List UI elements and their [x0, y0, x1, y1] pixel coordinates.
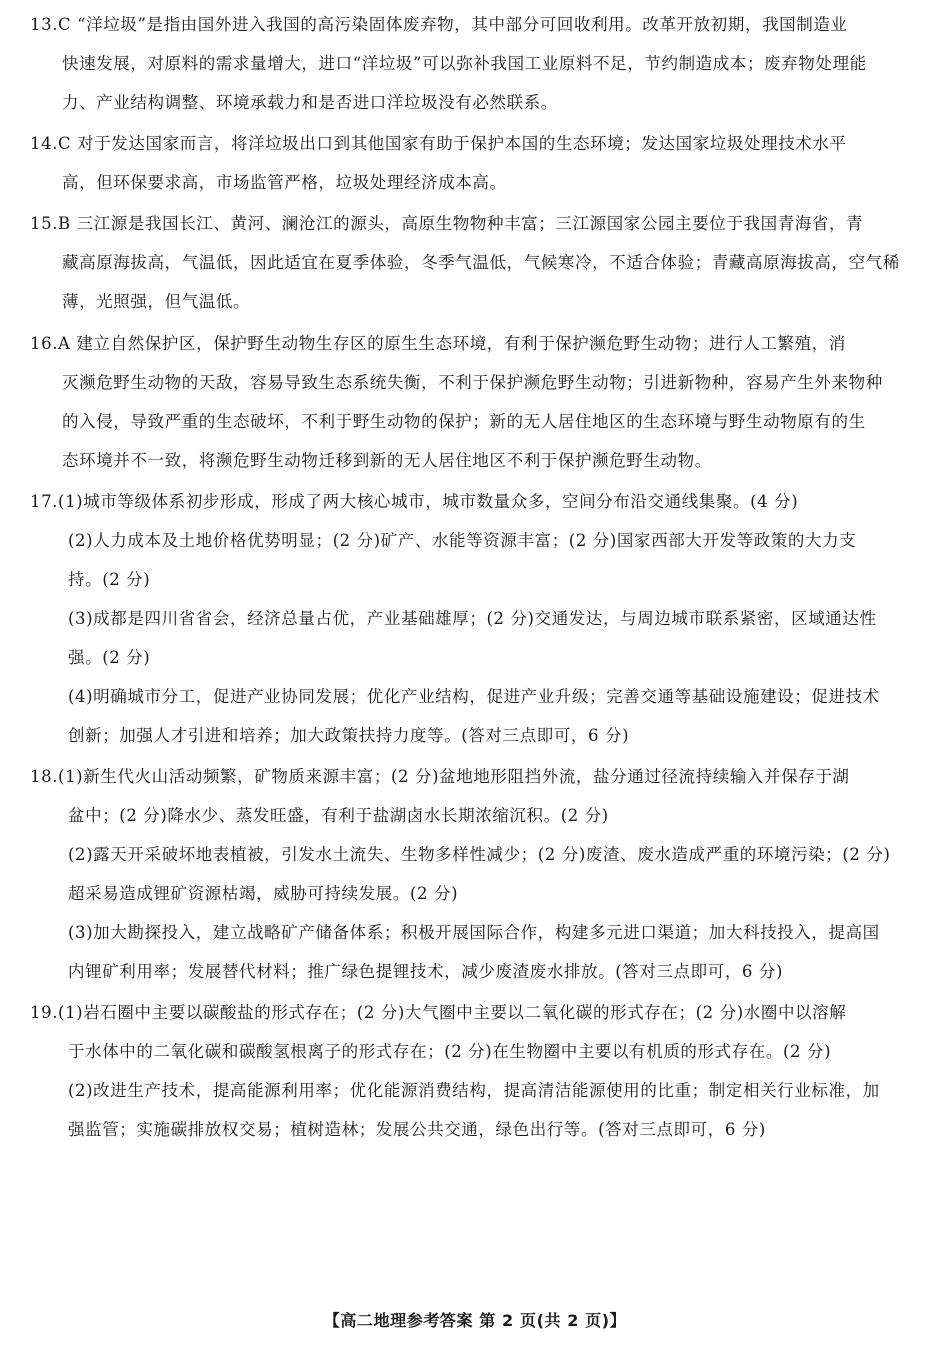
q18-line-2: 盆中；(2 分)降水少、蒸发旺盛，有利于盐湖卤水长期浓缩沉积。(2 分) [68, 806, 609, 825]
q15-line-3: 薄，光照强，但气温低。 [62, 292, 251, 311]
q17-line-2: (2)人力成本及土地价格优势明显；(2 分)矿产、水能等资源丰富；(2 分)国家西部大开发等政策的大力支 [68, 531, 857, 550]
q19-line-3: (2)改进生产技术，提高能源利用率；优化能源消费结构，提高清洁能源使用的比重；制定相关行业标准，加 [68, 1081, 880, 1100]
q16-line-1: 16.A 建立自然保护区，保护野生动物生存区的原生生态环境，有利于保护濒危野生动物；进行人工繁殖，消 [30, 334, 846, 353]
q13-line-3: 力、产业结构调整、环境承载力和是否进口洋垃圾没有必然联系。 [62, 93, 558, 112]
q17-line-7: 创新；加强人才引进和培养；加大政策扶持力度等。(答对三点即可，6 分) [68, 726, 630, 745]
q18-line-3: (2)露天开采破坏地表植被，引发水土流失、生物多样性减少；(2 分)废渣、废水造成严重的环境污染；(2 分) [68, 845, 891, 864]
page-footer: 【高二地理参考答案 第 2 页(共 2 页)】 [323, 1311, 627, 1330]
q18-line-1: 18.(1)新生代火山活动频繁，矿物质来源丰富；(2 分)盆地地形阻挡外流，盐分通过径流持续输入并保存于湖 [30, 767, 850, 786]
q19-line-2: 于水体中的二氧化碳和碳酸氢根离子的形式存在；(2 分)在生物圈中主要以有机质的形式存在。(2 分) [68, 1042, 832, 1061]
q19-line-1: 19.(1)岩石圈中主要以碳酸盐的形式存在；(2 分)大气圈中主要以二氧化碳的形式存在；(2 分)水圈中以溶解 [30, 1003, 847, 1022]
q17-line-1: 17.(1)城市等级体系初步形成，形成了两大核心城市，城市数量众多，空间分布沿交通线集聚。(4 分) [30, 492, 799, 511]
q16-line-4: 态环境并不一致，将濒危野生动物迁移到新的无人居住地区不利于保护濒危野生动物。 [62, 451, 712, 470]
q15-line-2: 藏高原海拔高，气温低，因此适宜在夏季体验，冬季气温低，气候寒冷，不适合体验；青藏高原海拔高，空气稀 [62, 253, 900, 272]
q17-line-6: (4)明确城市分工，促进产业协同发展；优化产业结构，促进产业升级；完善交通等基础设施建设；促进技术 [68, 687, 880, 706]
q17-line-4: (3)成都是四川省省会，经济总量占优，产业基础雄厚；(2 分)交通发达，与周边城市联系紧密，区域通达性 [68, 609, 877, 628]
q17-line-5: 强。(2 分) [68, 648, 151, 667]
q14-line-1: 14.C 对于发达国家而言，将洋垃圾出口到其他国家有助于保护本国的生态环境；发达国家垃圾处理技术水平 [30, 134, 847, 153]
q15-line-1: 15.B 三江源是我国长江、黄河、澜沧江的源头，高原生物物种丰富；三江源国家公园主要位于我国青海省，青 [30, 214, 864, 233]
q14-line-2: 高，但环保要求高，市场监管严格，垃圾处理经济成本高。 [62, 173, 507, 192]
q16-line-3: 的入侵，导致严重的生态破坏，不利于野生动物的保护；新的无人居住地区的生态环境与野生动物原有的生 [62, 412, 866, 431]
q18-line-6: 内锂矿利用率；发展替代材料；推广绿色提锂技术，减少废渣废水排放。(答对三点即可，6 分) [68, 962, 784, 981]
q18-line-4: 超采易造成锂矿资源枯竭，威胁可持续发展。(2 分) [68, 884, 459, 903]
q13-line-2: 快速发展，对原料的需求量增大，进口“洋垃圾”可以弥补我国工业原料不足，节约制造成本；废弃物处理能 [62, 54, 867, 73]
q19-line-4: 强监管；实施碳排放权交易；植树造林；发展公共交通，绿色出行等。(答对三点即可，6 分) [68, 1120, 766, 1139]
q16-line-2: 灭濒危野生动物的天敌，容易导致生态系统失衡，不利于保护濒危野生动物；引进新物种，容易产生外来物种 [62, 373, 883, 392]
q17-line-3: 持。(2 分) [68, 570, 151, 589]
q18-line-5: (3)加大勘探投入，建立战略矿产储备体系；积极开展国际合作，构建多元进口渠道；加大科技投入，提高国 [68, 923, 880, 942]
q13-line-1: 13.C “洋垃圾”是指由国外进入我国的高污染固体废弃物，其中部分可回收利用。改革开放初期，我国制造业 [30, 15, 848, 34]
